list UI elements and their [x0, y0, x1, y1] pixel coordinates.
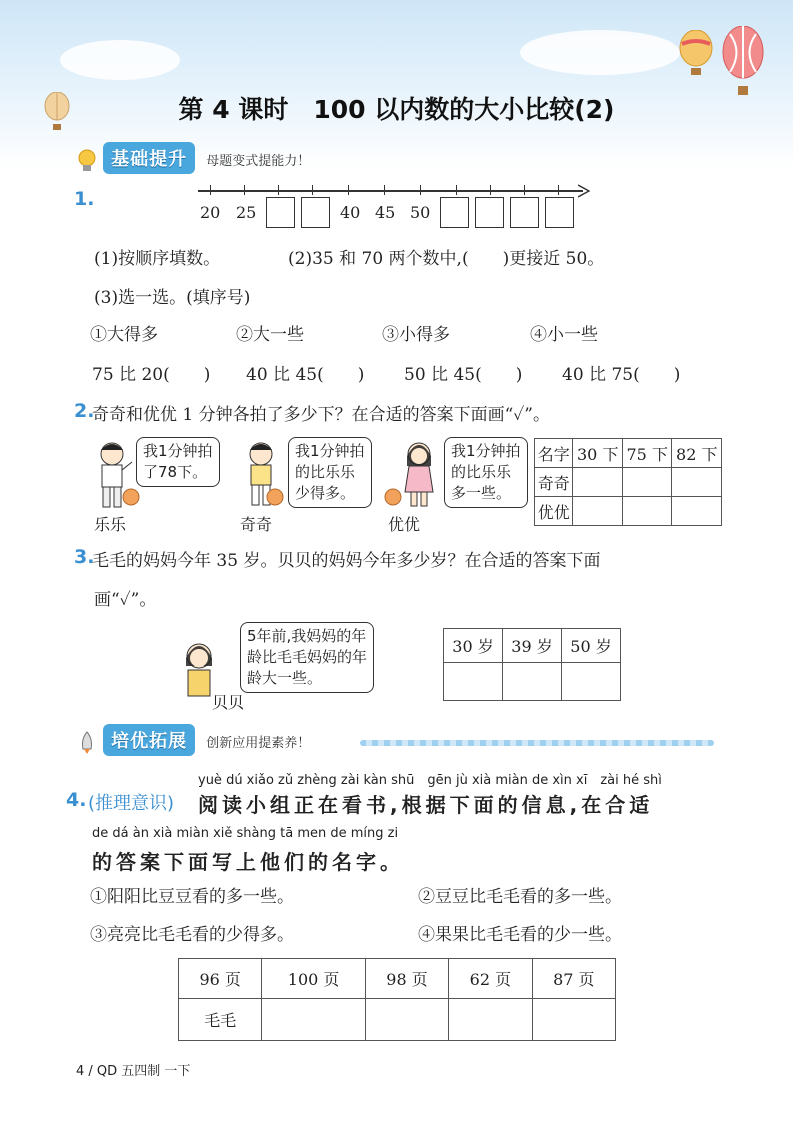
q1-part3: (3)选一选。(填序号)	[94, 288, 251, 308]
section-banner-advanced	[76, 724, 716, 754]
speech-bubble-youyou: 我1分钟拍 的比乐乐 多一些。	[444, 437, 528, 508]
number-label: 40	[340, 203, 361, 222]
table-header: 98 页	[365, 959, 448, 999]
table-header: 名字	[535, 439, 573, 468]
table-header: 87 页	[532, 959, 615, 999]
section-banner-basic	[76, 142, 716, 172]
answer-cell[interactable]	[622, 497, 672, 526]
table-row-label: 优优	[535, 497, 573, 526]
child-name: 优优	[388, 515, 421, 534]
compare-item: 75 比 20( )	[92, 365, 211, 385]
speech-bubble-qiqi: 我1分钟拍 的比乐乐 少得多。	[288, 437, 372, 508]
clue-item: ②豆豆比毛毛看的多一些。	[418, 887, 622, 907]
section-label: 基础提升	[103, 142, 195, 174]
compare-item: 40 比 45( )	[246, 365, 365, 385]
table-header: 75 下	[622, 439, 672, 468]
answer-cell[interactable]	[573, 468, 623, 497]
option-item: ②大一些	[236, 325, 304, 345]
speech-bubble-lele: 我1分钟拍 了78下。	[136, 437, 220, 487]
option-item: ④小一些	[530, 325, 598, 345]
lightbulb-icon	[76, 149, 98, 173]
section-divider	[360, 740, 714, 746]
compare-item: 40 比 75( )	[562, 365, 681, 385]
pinyin-line: yuè dú xiǎo zǔ zhèng zài kàn shū gēn jù xià miàn de xìn xī zài hé shì	[198, 773, 662, 788]
page-footer: 4 / QD 五四制 一下	[76, 1064, 191, 1079]
table-header: 50 岁	[562, 629, 621, 663]
answer-box[interactable]	[440, 197, 469, 228]
answer-box[interactable]	[510, 197, 539, 228]
speech-bubble-beibei: 5年前,我妈妈的年 龄比毛毛妈妈的年 龄大一些。	[240, 622, 374, 693]
number-label: 20	[200, 203, 221, 222]
q3-prompt-line2: 画“✓”。	[94, 590, 157, 610]
number-label: 25	[236, 203, 257, 222]
balloon-icon	[676, 30, 716, 76]
child-figure-youyou	[398, 440, 440, 512]
cloud-decoration	[520, 30, 680, 75]
number-label: 50	[410, 203, 431, 222]
q2-answer-table	[534, 438, 722, 526]
q4-prompt-line1: 阅读小组正在看书,根据下面的信息,在合适	[198, 793, 654, 817]
answer-cell[interactable]	[622, 468, 672, 497]
answer-cell[interactable]	[562, 663, 621, 701]
section-label: 培优拓展	[103, 724, 195, 756]
q3-prompt-line1: 毛毛的妈妈今年 35 岁。贝贝的妈妈今年多少岁？在合适的答案下面	[92, 551, 601, 571]
child-name: 乐乐	[94, 515, 127, 534]
table-header: 30 岁	[444, 629, 503, 663]
q4-answer-table	[178, 958, 616, 1041]
question-number: 4.	[66, 789, 87, 811]
option-item: ①大得多	[90, 325, 158, 345]
question-number: 1.	[74, 188, 95, 210]
child-name: 贝贝	[212, 693, 245, 712]
option-item: ③小得多	[382, 325, 450, 345]
table-header: 100 页	[262, 959, 365, 999]
section-subtitle: 创新应用提素养！	[206, 736, 311, 751]
clue-item: ①阳阳比豆豆看的多一些。	[90, 887, 294, 907]
q3-answer-table	[443, 628, 621, 701]
table-header: 39 岁	[503, 629, 562, 663]
child-name: 奇奇	[240, 515, 273, 534]
answer-cell[interactable]	[449, 999, 532, 1041]
answer-cell[interactable]	[573, 497, 623, 526]
q1-part2: (2)35 和 70 两个数中,( )更接近 50。	[288, 249, 605, 269]
table-header: 62 页	[449, 959, 532, 999]
question-number: 3.	[74, 546, 95, 568]
number-line-ticks	[198, 190, 583, 191]
answer-cell[interactable]	[262, 999, 365, 1041]
clue-item: ③亮亮比毛毛看的少得多。	[90, 925, 294, 945]
pinyin-line: de dá àn xià miàn xiě shàng tā men de míng zi	[92, 826, 399, 841]
cloud-decoration	[60, 40, 180, 80]
answer-box[interactable]	[266, 197, 295, 228]
skill-tag: (推理意识)	[88, 793, 175, 814]
answer-cell[interactable]: 毛毛	[179, 999, 262, 1041]
answer-box[interactable]	[475, 197, 504, 228]
q4-prompt-line2: 的答案下面写上他们的名字。	[92, 850, 404, 874]
answer-cell[interactable]	[365, 999, 448, 1041]
rocket-icon	[76, 731, 98, 755]
arrow-icon	[578, 184, 590, 198]
answer-cell[interactable]	[444, 663, 503, 701]
table-header: 82 下	[672, 439, 722, 468]
ball-icon	[384, 488, 402, 506]
clue-item: ④果果比毛毛看的少一些。	[418, 925, 622, 945]
answer-box[interactable]	[545, 197, 574, 228]
q2-prompt: 奇奇和优优 1 分钟各拍了多少下？在合适的答案下面画“✓”。	[92, 405, 550, 425]
question-number: 2.	[74, 400, 95, 422]
section-subtitle: 母题变式提能力！	[206, 154, 311, 169]
table-header: 96 页	[179, 959, 262, 999]
answer-cell[interactable]	[672, 468, 722, 497]
answer-cell[interactable]	[672, 497, 722, 526]
ball-icon	[266, 488, 284, 506]
compare-item: 50 比 45( )	[404, 365, 523, 385]
table-header: 30 下	[573, 439, 623, 468]
answer-cell[interactable]	[503, 663, 562, 701]
q1-part1: (1)按顺序填数。	[94, 249, 221, 269]
answer-cell[interactable]	[532, 999, 615, 1041]
balloon-icon	[720, 26, 766, 100]
ball-icon	[122, 488, 140, 506]
page-title: 第 4 课时 100 以内数的大小比较(2)	[178, 95, 615, 124]
table-row-label: 奇奇	[535, 468, 573, 497]
number-label: 45	[375, 203, 396, 222]
answer-box[interactable]	[301, 197, 330, 228]
